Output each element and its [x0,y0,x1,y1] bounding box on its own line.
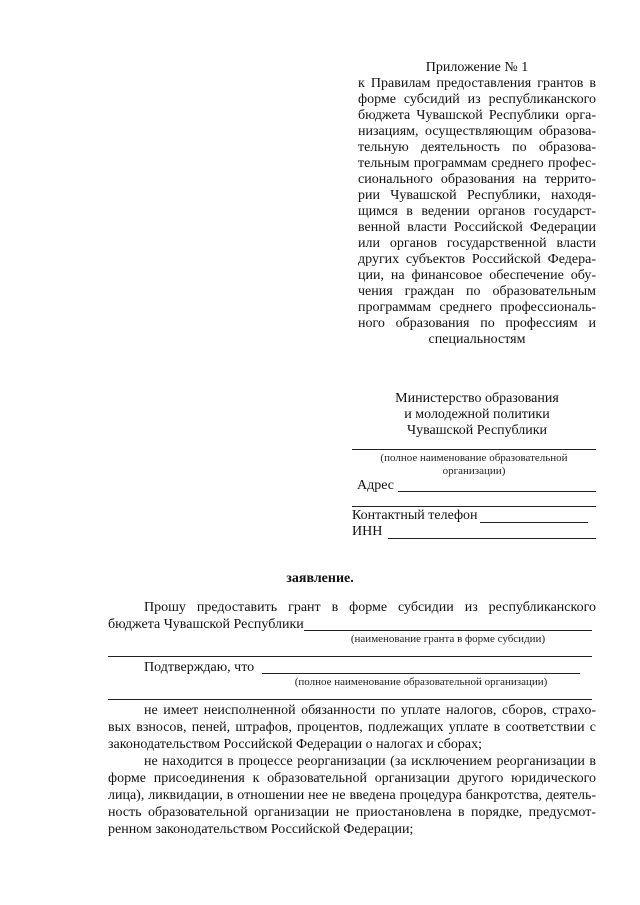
appendix-line: сионального образования на террито- [358,172,596,187]
grant-name-hint: (наименование гранта в форме субсидии) [350,633,546,645]
appendix-line: форме субсидий из республиканского [358,92,596,107]
appendix-line: к Правилам предоставления грантов в [358,76,596,91]
appendix-line: рии Чувашской Республики, находя- [358,188,596,203]
phone-field[interactable] [480,522,588,523]
appendix-line: ции, на финансовое обеспечение обу- [358,268,596,283]
address-label: Адрес [357,478,395,493]
appendix-line: тельным программам среднего профес- [358,156,596,171]
org-name-hint: организации) [442,465,506,477]
appendix-line: чения граждан по образовательным [358,284,596,299]
appendix-line: других субъектов Российской Федера- [358,252,596,267]
appendix-line: венной власти Российской Федерации [358,220,596,235]
appendix-title: Приложение № 1 [425,60,529,75]
statement-title: заявление. [286,571,354,586]
paragraph-line: законодательством Российской Федерации о налогах и сборах; [108,737,483,752]
appendix-line: бюджета Чувашской Республики орга- [358,108,596,123]
paragraph-line: ность образовательной организации не приостановлена в порядке, предусмот- [108,805,596,820]
paragraph-line: не имеет неисполненной обязанности по уплате налогов, сборов, страхо- [144,703,596,718]
paragraph-line: форме присоединения к образовательной организации другого юридического [108,771,596,786]
confirm-label: Подтверждаю, что [144,660,255,675]
address-field-line2[interactable] [352,506,596,507]
org-name-hint: (полное наименование образовательной [380,452,568,464]
recipient-line: Министерство образования [395,391,559,406]
confirm-org-hint: (полное наименование образовательной организации) [294,676,548,688]
appendix-line: ного образования по профессиям и [358,316,596,331]
appendix-line: специальностям [428,332,526,347]
appendix-line: щимся в ведении органов государст- [358,204,596,219]
paragraph-line: лица), ликвидации, в отношении нее не введена процедура банкротства, деятель- [108,788,596,803]
request-line: бюджета Чувашской Республики [108,617,304,632]
appendix-line: или органов государственной власти [358,236,596,251]
confirm-org-field-line2[interactable] [108,699,592,700]
request-line: Прошу предоставить грант в форме субсидии из республиканского [144,600,596,615]
recipient-line: Чувашской Республики [406,423,548,438]
address-field[interactable] [398,491,596,492]
inn-label: ИНН [352,524,383,539]
appendix-line: низациям, осуществляющим образова- [358,124,596,139]
recipient-block [358,391,596,439]
paragraph-line: вых взносов, пеней, штрафов, процентов, подлежащих уплате в соответствии с [108,720,596,735]
confirm-org-field[interactable] [262,673,580,674]
grant-name-field[interactable] [304,630,592,631]
org-name-field[interactable] [352,449,596,450]
recipient-line: и молодежной политики [404,407,550,422]
phone-label: Контактный телефон [352,508,478,523]
paragraph-line: ренном законодательством Российской Федерации; [108,822,414,837]
appendix-line: тельную деятельность по образова- [358,140,596,155]
grant-name-field-line2[interactable] [108,656,592,657]
paragraph-line: не находится в процессе реорганизации (за исключением реорганизации в [144,754,596,769]
inn-field[interactable] [388,538,596,539]
appendix-line: программам среднего профессиональ- [358,300,596,315]
